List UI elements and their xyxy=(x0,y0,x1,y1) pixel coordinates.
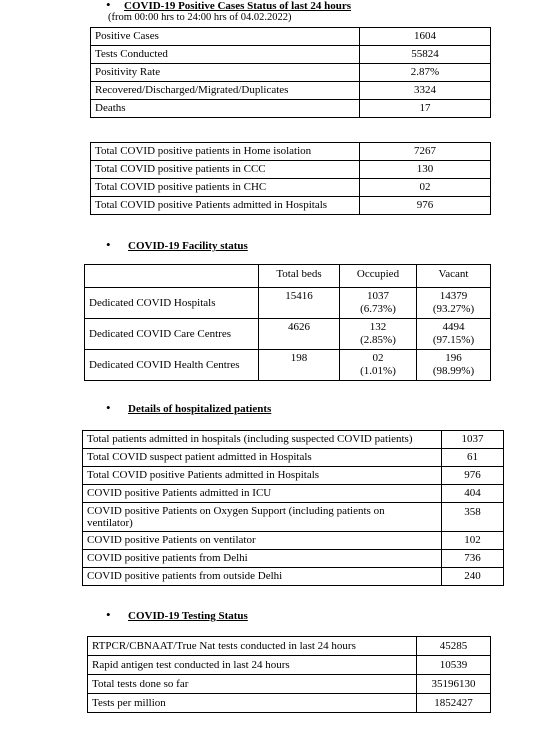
row-value: 1037 xyxy=(442,431,504,449)
row-label: Total COVID positive patients in Home isolation xyxy=(91,143,360,161)
occupied-percent: (1.01%) xyxy=(360,365,396,377)
row-value: 45285 xyxy=(417,637,491,656)
row-value: 736 xyxy=(442,550,504,568)
row-label: Dedicated COVID Hospitals xyxy=(85,288,259,319)
row-beds: 4626 xyxy=(259,319,340,350)
row-label: RTPCR/CBNAAT/True Nat tests conducted in last 24 hours xyxy=(88,637,417,656)
table-row xyxy=(83,550,504,568)
row-vacant xyxy=(417,350,491,381)
hospitalized-details-table xyxy=(82,430,504,586)
row-label: Total COVID positive patients in CHC xyxy=(91,179,360,197)
table-row xyxy=(88,656,491,675)
row-value: 1852427 xyxy=(417,694,491,713)
row-value: 10539 xyxy=(417,656,491,675)
occupied-count: 1037 xyxy=(367,290,389,302)
row-value: 55824 xyxy=(360,46,491,64)
table-row xyxy=(88,694,491,713)
table-row xyxy=(83,532,504,550)
row-label: Total COVID positive Patients admitted in Hospitals xyxy=(91,197,360,215)
table-row xyxy=(91,100,491,118)
vacant-count: 14379 xyxy=(439,290,468,302)
table-row xyxy=(85,288,491,319)
row-value: 1604 xyxy=(360,28,491,46)
row-beds: 198 xyxy=(259,350,340,381)
row-label: Tests Conducted xyxy=(91,46,360,64)
row-label: Total patients admitted in hospitals (including suspected COVID patients) xyxy=(83,431,442,449)
row-label: Rapid antigen test conducted in last 24 hours xyxy=(88,656,417,675)
row-label: Positive Cases xyxy=(91,28,360,46)
section-title-testing-status: COVID-19 Testing Status xyxy=(128,610,248,622)
table-row xyxy=(88,637,491,656)
vacant-percent: (98.99%) xyxy=(432,365,475,377)
section-title-facility-status: COVID-19 Facility status xyxy=(128,240,248,252)
table-row xyxy=(83,503,504,532)
row-label: Total tests done so far xyxy=(88,675,417,694)
row-label xyxy=(83,503,442,532)
table-row xyxy=(83,449,504,467)
table-row xyxy=(91,161,491,179)
table-row xyxy=(91,197,491,215)
section-title-positive-cases: COVID-19 Positive Cases Status of last 24 hours xyxy=(124,0,352,12)
row-value: 2.87% xyxy=(360,64,491,82)
table-row xyxy=(83,485,504,503)
row-value: 976 xyxy=(360,197,491,215)
row-occupied xyxy=(340,288,417,319)
row-value: 02 xyxy=(360,179,491,197)
positive-cases-table xyxy=(90,27,491,118)
section-title-hospitalized: Details of hospitalized patients xyxy=(128,403,272,415)
row-value: 404 xyxy=(442,485,504,503)
table-row xyxy=(91,143,491,161)
row-value: 130 xyxy=(360,161,491,179)
row-label: Total COVID positive patients in CCC xyxy=(91,161,360,179)
row-label: Positivity Rate xyxy=(91,64,360,82)
row-vacant xyxy=(417,288,491,319)
row-occupied xyxy=(340,350,417,381)
row-label: Recovered/Discharged/Migrated/Duplicates xyxy=(91,82,360,100)
row-label-line2: ventilator) xyxy=(87,517,133,529)
row-value: 3324 xyxy=(360,82,491,100)
table-row xyxy=(83,568,504,586)
table-row xyxy=(91,28,491,46)
table-row xyxy=(91,64,491,82)
facility-status-table xyxy=(84,264,491,381)
table-row xyxy=(91,46,491,64)
header-vacant: Vacant xyxy=(417,265,491,288)
row-value: 240 xyxy=(442,568,504,586)
table-row xyxy=(83,431,504,449)
vacant-count: 4494 xyxy=(442,321,465,333)
patient-location-table xyxy=(90,142,491,215)
row-beds: 15416 xyxy=(259,288,340,319)
table-header-row xyxy=(85,265,491,288)
bullet-icon: • xyxy=(106,237,111,252)
row-label: Dedicated COVID Care Centres xyxy=(85,319,259,350)
row-occupied xyxy=(340,319,417,350)
bullet-icon: • xyxy=(106,607,111,622)
bullet-icon: • xyxy=(106,400,111,415)
table-row xyxy=(85,350,491,381)
row-value: 61 xyxy=(442,449,504,467)
row-label: COVID positive patients from outside Delhi xyxy=(83,568,442,586)
row-value: 358 xyxy=(442,503,504,532)
row-value: 976 xyxy=(442,467,504,485)
vacant-percent: (97.15%) xyxy=(432,334,475,346)
row-vacant xyxy=(417,319,491,350)
row-value: 35196130 xyxy=(417,675,491,694)
section-subtitle-time-range: (from 00:00 hrs to 24:00 hrs of 04.02.2022) xyxy=(108,12,292,23)
vacant-percent: (93.27%) xyxy=(432,303,475,315)
row-label: COVID positive Patients on ventilator xyxy=(83,532,442,550)
testing-status-table xyxy=(87,636,491,713)
row-label: COVID positive patients from Delhi xyxy=(83,550,442,568)
row-label-line1: COVID positive Patients on Oxygen Support (including patients on xyxy=(87,505,385,517)
table-row xyxy=(83,467,504,485)
occupied-percent: (2.85%) xyxy=(360,334,396,346)
table-row xyxy=(88,675,491,694)
row-label: Tests per million xyxy=(88,694,417,713)
vacant-count: 196 xyxy=(445,352,462,364)
header-total-beds: Total beds xyxy=(259,265,340,288)
row-value: 7267 xyxy=(360,143,491,161)
table-row xyxy=(85,319,491,350)
table-row xyxy=(91,82,491,100)
occupied-percent: (6.73%) xyxy=(360,303,396,315)
row-label: Deaths xyxy=(91,100,360,118)
header-occupied: Occupied xyxy=(340,265,417,288)
row-label: Total COVID positive Patients admitted in Hospitals xyxy=(83,467,442,485)
bullet-icon: • xyxy=(106,0,111,12)
row-label: COVID positive Patients admitted in ICU xyxy=(83,485,442,503)
row-value: 17 xyxy=(360,100,491,118)
occupied-count: 132 xyxy=(369,321,387,333)
row-label: Dedicated COVID Health Centres xyxy=(85,350,259,381)
table-row xyxy=(91,179,491,197)
row-value: 102 xyxy=(442,532,504,550)
occupied-count: 02 xyxy=(372,352,384,364)
row-label: Total COVID suspect patient admitted in Hospitals xyxy=(83,449,442,467)
